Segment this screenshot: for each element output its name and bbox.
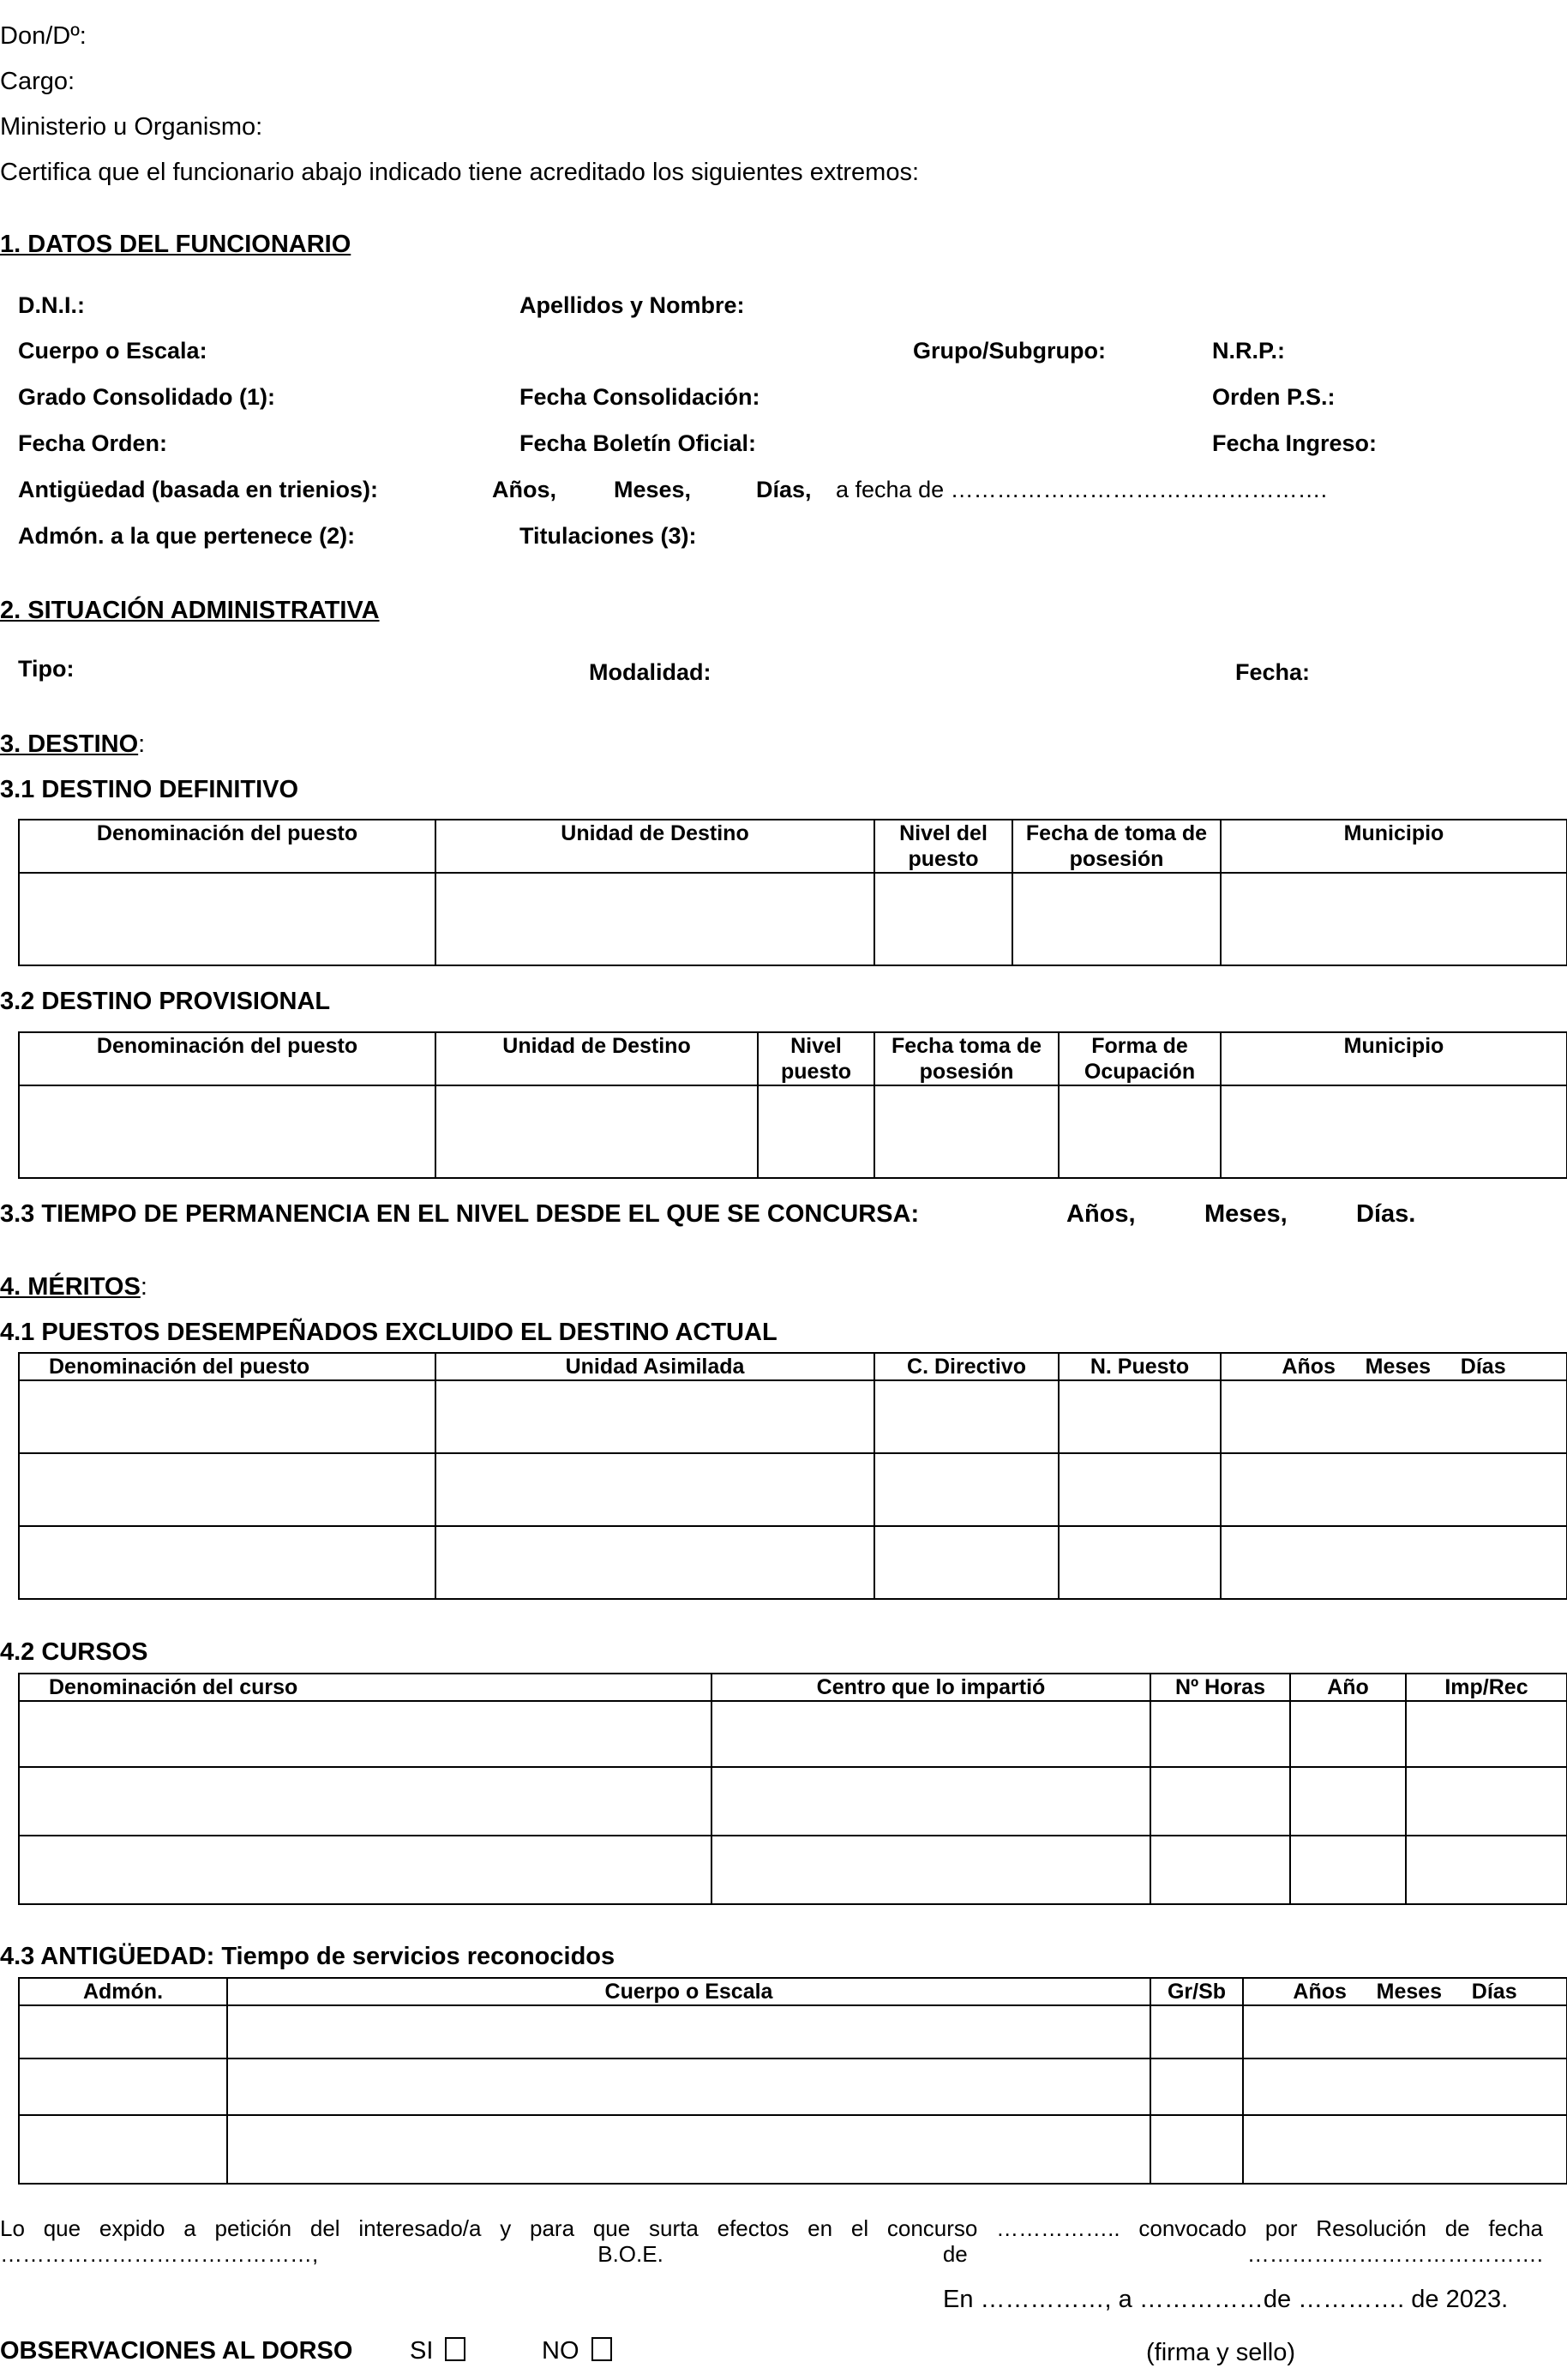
section-2-title: 2. SITUACIÓN ADMINISTRATIVA [0,597,380,624]
col-horas: Nº Horas [1150,1674,1290,1701]
permanencia-meses: Meses, [1204,1200,1288,1228]
no-checkbox[interactable] [591,2337,612,2361]
col-anos-meses-dias: Años Meses Días [1243,1978,1567,2005]
col-nivel: Nivel del puesto [874,820,1012,873]
table-cell[interactable] [711,1701,1150,1767]
titulaciones-label: Titulaciones (3): [519,523,697,549]
table-cell[interactable] [1059,1085,1221,1178]
table-cell[interactable] [19,1085,435,1178]
table-row [19,1767,1567,1836]
section-4-title-text: 4. MÉRITOS [0,1273,141,1301]
table-cell[interactable] [227,2058,1150,2115]
col-denominacion: Denominación del puesto [19,820,435,873]
table-cell[interactable] [758,1085,874,1178]
fecha-orden-label: Fecha Orden: [18,430,168,456]
si-option[interactable] [410,2337,465,2365]
table-cell[interactable] [711,1836,1150,1904]
table-cell[interactable] [435,1380,874,1453]
table-cell[interactable] [1150,1701,1290,1767]
grado-label: Grado Consolidado (1): [18,384,275,410]
section-31-title: 3.1 DESTINO DEFINITIVO [0,776,299,803]
no-option[interactable] [542,2337,612,2365]
table-cell[interactable] [435,1526,874,1599]
firma-label: (firma y sello) [1146,2339,1296,2366]
table-cell[interactable] [874,1085,1059,1178]
section-32-title: 3.2 DESTINO PROVISIONAL [0,988,331,1015]
table-cell[interactable] [1150,1767,1290,1836]
certifica-text: Certifica que el funcionario abajo indicado tiene acreditado los siguientes extremos: [0,159,920,186]
section-41-title: 4.1 PUESTOS DESEMPEÑADOS EXCLUIDO EL DESTINO ACTUAL [0,1319,777,1346]
table-cell[interactable] [1150,1836,1290,1904]
table-row [19,873,1567,965]
col-anos-meses-dias: Años Meses Días [1221,1353,1567,1380]
table-cell[interactable] [1221,1453,1567,1526]
section-42-title: 4.2 CURSOS [0,1638,148,1666]
table-row [19,1085,1567,1178]
table-cell[interactable] [1150,2115,1243,2184]
table-cell[interactable] [1406,1836,1567,1904]
table-cell[interactable] [874,1380,1059,1453]
dni-label: D.N.I.: [18,292,85,318]
table-cell[interactable] [874,1453,1059,1526]
section-3-colon: : [138,730,146,758]
table-cell[interactable] [1059,1380,1221,1453]
table-row [19,1380,1567,1453]
puestos-desempenados-table [18,1352,1567,1600]
table-row [19,2115,1567,2184]
table-cell[interactable] [435,1453,874,1526]
table-cell[interactable] [874,1526,1059,1599]
fecha-expedicion: En ……………, a ……………de …………. de 2023. [943,2286,1509,2313]
table-cell[interactable] [19,2005,227,2058]
col-ano: Año [1290,1674,1406,1701]
section-4-colon: : [140,1273,147,1301]
table-cell[interactable] [19,1701,711,1767]
permanencia-dias: Días. [1356,1200,1416,1228]
col-c-directivo: C. Directivo [874,1353,1059,1380]
col-unidad-asimilada: Unidad Asimilada [435,1353,874,1380]
table-cell[interactable] [19,1767,711,1836]
col-admon: Admón. [19,1978,227,2005]
section-1-title: 1. DATOS DEL FUNCIONARIO [0,231,351,258]
table-cell[interactable] [1290,1767,1406,1836]
antiguedad-fecha: a fecha de …………………………………………. [836,477,1328,502]
col-denominacion-curso: Denominación del curso [19,1674,711,1701]
table-cell[interactable] [1150,2005,1243,2058]
cargo-label: Cargo: [0,68,75,95]
table-row [19,1701,1567,1767]
table-cell[interactable] [19,1380,435,1453]
antiguedad-meses: Meses, [614,477,692,502]
fecha-boletin-label: Fecha Boletín Oficial: [519,430,757,456]
col-cuerpo-escala: Cuerpo o Escala [227,1978,1150,2005]
table-cell[interactable] [1012,873,1221,965]
section-43-title: 4.3 ANTIGÜEDAD: Tiempo de servicios reconocidos [0,1943,615,1970]
don-label: Don/Dº: [0,22,87,50]
table-cell[interactable] [1243,2005,1567,2058]
table-row [19,1453,1567,1526]
table-row [19,2058,1567,2115]
table-cell[interactable] [435,1085,758,1178]
table-cell[interactable] [1243,2058,1567,2115]
table-cell[interactable] [1221,873,1567,965]
col-municipio: Municipio [1221,1032,1567,1085]
table-cell[interactable] [711,1767,1150,1836]
permanencia-anos: Años, [1066,1200,1136,1228]
fecha-situacion-label: Fecha: [1235,659,1311,685]
col-fecha-toma: Fecha toma de posesión [874,1032,1059,1085]
table-cell[interactable] [19,873,435,965]
col-imp-rec: Imp/Rec [1406,1674,1567,1701]
no-label: NO [542,2337,579,2365]
section-4-title [0,1273,147,1301]
col-denominacion: Denominación del puesto [19,1032,435,1085]
table-cell[interactable] [1290,1701,1406,1767]
section-3-title-text: 3. DESTINO [0,730,139,758]
table-cell[interactable] [227,2115,1150,2184]
apellidos-label: Apellidos y Nombre: [519,292,745,318]
table-cell[interactable] [19,1453,435,1526]
col-unidad-destino: Unidad de Destino [435,820,874,873]
cursos-table [18,1673,1567,1905]
si-checkbox[interactable] [445,2337,465,2361]
orden-ps-label: Orden P.S.: [1212,384,1336,410]
table-cell[interactable] [19,1526,435,1599]
table-cell[interactable] [1059,1453,1221,1526]
table-cell[interactable] [1290,1836,1406,1904]
table-cell[interactable] [19,1836,711,1904]
grupo-label: Grupo/Subgrupo: [913,338,1106,364]
table-cell[interactable] [1406,1767,1567,1836]
table-row [19,1526,1567,1599]
fecha-ingreso-label: Fecha Ingreso: [1212,430,1378,456]
fecha-consolidacion-label: Fecha Consolidación: [519,384,760,410]
table-row [19,2005,1567,2058]
destino-provisional-table [18,1031,1567,1179]
table-cell[interactable] [1406,1701,1567,1767]
modalidad-label: Modalidad: [589,659,711,685]
table-cell[interactable] [19,2115,227,2184]
observaciones-label: OBSERVACIONES AL DORSO [0,2337,353,2365]
table-cell[interactable] [1221,1380,1567,1453]
table-row [19,1836,1567,1904]
table-cell[interactable] [1150,2058,1243,2115]
antiguedad-anos: Años, [492,477,557,502]
cuerpo-label: Cuerpo o Escala: [18,338,207,364]
table-cell[interactable] [435,873,874,965]
col-gr-sb: Gr/Sb [1150,1978,1243,2005]
col-centro: Centro que lo impartió [711,1674,1150,1701]
col-fecha-toma: Fecha de toma de posesión [1012,820,1221,873]
col-denominacion: Denominación del puesto [19,1353,435,1380]
expido-text: Lo que expido a petición del interesado/a y para que surta efectos en el concurso …………….. convocado por Resolución de fecha ……………………………………, B.O.E. de …………………………………. [0,2215,1543,2267]
col-nivel: Nivel puesto [758,1032,874,1085]
destino-definitivo-table [18,819,1567,966]
tipo-label: Tipo: [18,656,75,682]
admon-label: Admón. a la que pertenece (2): [18,523,356,549]
col-municipio: Municipio [1221,820,1567,873]
table-cell[interactable] [874,873,1012,965]
nrp-label: N.R.P.: [1212,338,1286,364]
section-3-title [0,730,145,759]
antiguedad-label: Antigüedad (basada en trienios): [18,477,379,502]
table-cell[interactable] [1243,2115,1567,2184]
antiguedad-table [18,1977,1567,2185]
si-label: SI [410,2337,434,2365]
table-cell[interactable] [19,2058,227,2115]
ministerio-label: Ministerio u Organismo: [0,113,263,141]
table-cell[interactable] [1221,1085,1567,1178]
antiguedad-dias: Días, [756,477,812,502]
table-cell[interactable] [227,2005,1150,2058]
col-forma-ocupacion: Forma de Ocupación [1059,1032,1221,1085]
table-cell[interactable] [1059,1526,1221,1599]
col-unidad-destino: Unidad de Destino [435,1032,758,1085]
section-33-title: 3.3 TIEMPO DE PERMANENCIA EN EL NIVEL DESDE EL QUE SE CONCURSA: [0,1200,920,1228]
table-cell[interactable] [1221,1526,1567,1599]
col-n-puesto: N. Puesto [1059,1353,1221,1380]
